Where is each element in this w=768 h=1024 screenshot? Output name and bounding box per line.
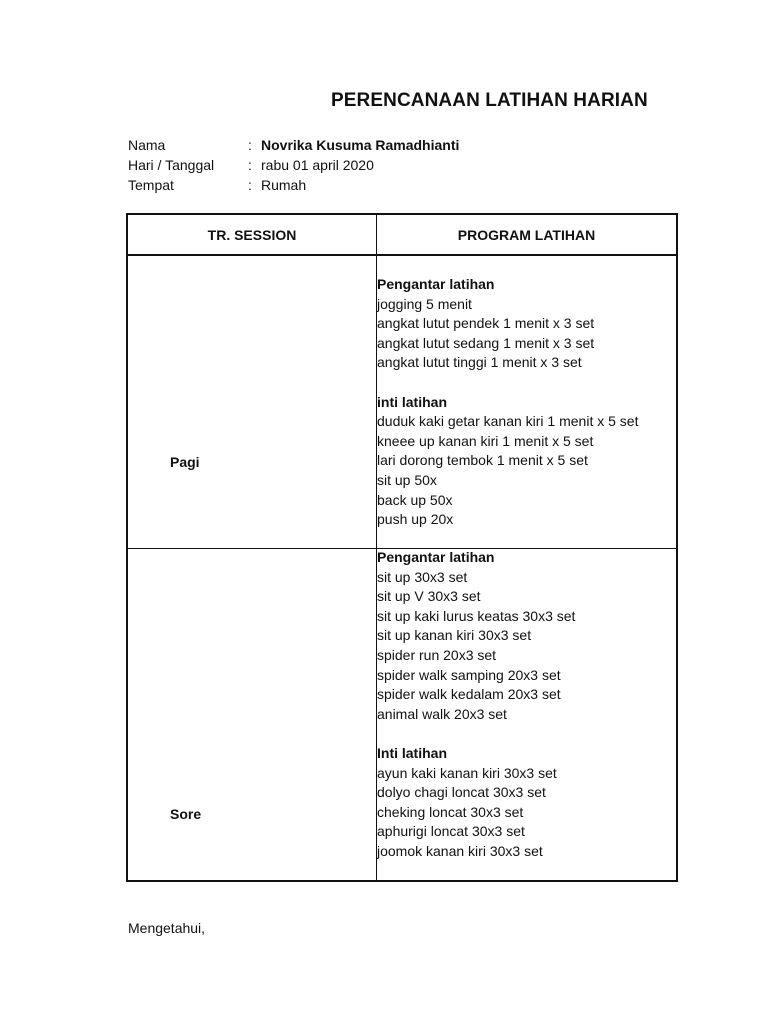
header-program-latihan: PROGRAM LATIHAN — [457, 227, 596, 243]
list-item: spider run 20x3 set — [377, 646, 497, 663]
section-title: inti latihan — [377, 393, 447, 410]
list-item: angkat lutut sedang 1 menit x 3 set — [377, 334, 595, 351]
list-item: lari dorong tembok 1 menit x 5 set — [377, 452, 588, 469]
footer-mengetahui: Mengetahui, — [128, 920, 206, 936]
info-colon: : — [248, 137, 252, 153]
list-item: animal walk 20x3 set — [377, 705, 507, 722]
list-item: kneee up kanan kiri 1 menit x 5 set — [377, 432, 594, 449]
list-item: aphurigi loncat 30x3 set — [377, 823, 525, 840]
list-item: push up 20x — [377, 511, 454, 528]
list-item: cheking loncat 30x3 set — [377, 803, 524, 820]
session-name-pagi: Pagi — [170, 454, 200, 470]
page-title: PERENCANAAN LATIHAN HARIAN — [331, 90, 648, 111]
info-label: Hari / Tanggal — [128, 157, 215, 173]
list-item: jogging 5 menit — [377, 295, 472, 312]
program-pagi — [377, 275, 638, 530]
list-item: spider walk kedalam 20x3 set — [377, 686, 561, 703]
list-item: spider walk samping 20x3 set — [377, 666, 561, 683]
list-item: angkat lutut tinggi 1 menit x 3 set — [377, 354, 582, 371]
info-colon: : — [248, 177, 252, 193]
list-item: back up 50x — [377, 491, 453, 508]
list-item: ayun kaki kanan kiri 30x3 set — [377, 764, 557, 781]
header-divider — [128, 254, 676, 256]
info-colon: : — [248, 157, 252, 173]
info-label: Nama — [128, 137, 166, 153]
program-sore — [377, 548, 575, 862]
info-value-nama: Novrika Kusuma Ramadhianti — [261, 137, 460, 153]
info-value-tempat: Rumah — [261, 177, 307, 193]
section-title: Inti latihan — [377, 744, 447, 761]
list-item: duduk kaki getar kanan kiri 1 menit x 5 set — [377, 413, 639, 430]
header-tr-session: TR. SESSION — [207, 227, 297, 243]
list-item: sit up 50x — [377, 471, 437, 488]
session-name-sore: Sore — [170, 806, 202, 822]
training-table — [126, 213, 678, 882]
list-item: sit up V 30x3 set — [377, 588, 481, 605]
list-item: joomok kanan kiri 30x3 set — [377, 842, 543, 859]
info-value-tanggal: rabu 01 april 2020 — [261, 157, 374, 173]
list-item: dolyo chagi loncat 30x3 set — [377, 784, 546, 801]
section-title: Pengantar latihan — [377, 549, 495, 565]
list-item: sit up kaki lurus keatas 30x3 set — [377, 607, 576, 624]
info-label: Tempat — [128, 177, 174, 193]
list-item: sit up kanan kiri 30x3 set — [377, 627, 532, 644]
list-item: angkat lutut pendek 1 menit x 3 set — [377, 315, 595, 332]
spacer — [377, 724, 575, 744]
section-title: Pengantar latihan — [377, 276, 495, 292]
spacer — [377, 373, 638, 393]
list-item: sit up 30x3 set — [377, 568, 468, 585]
